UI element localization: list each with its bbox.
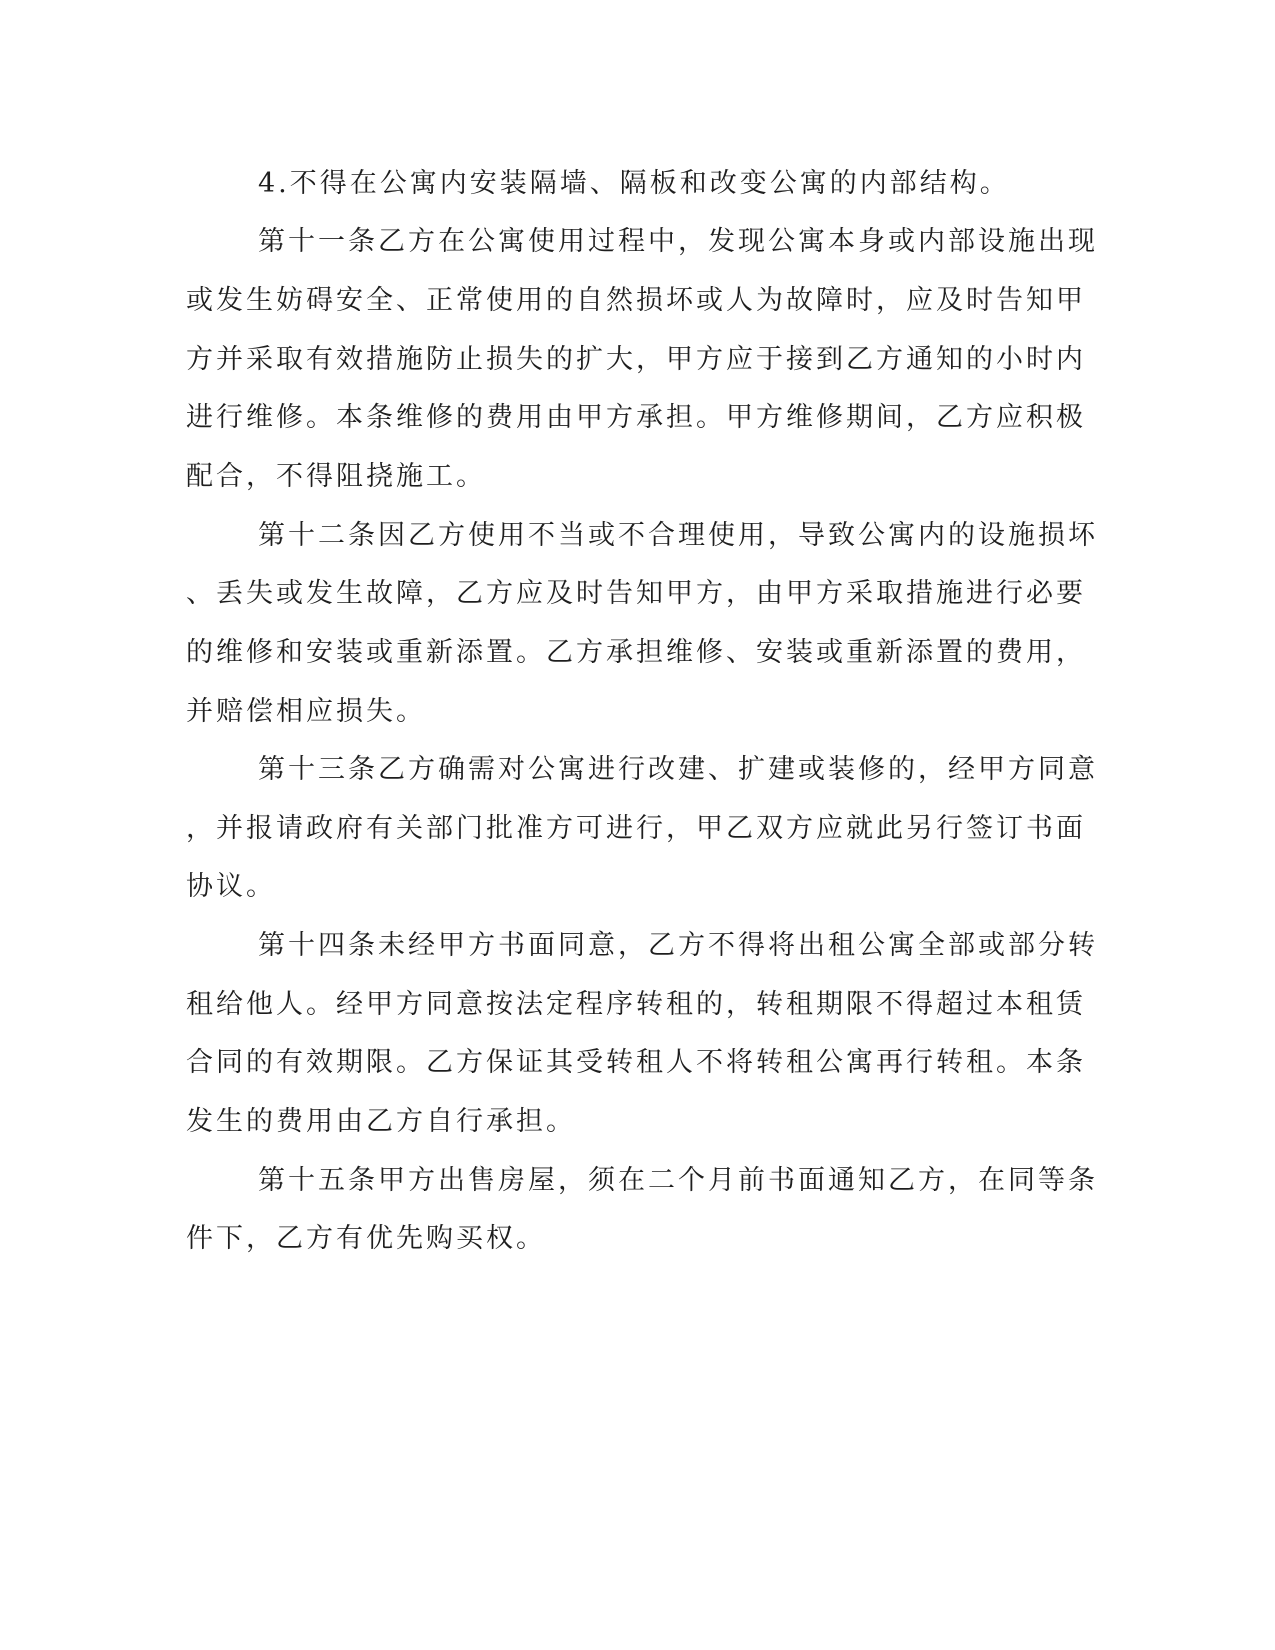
text-line: 第十二条因乙方使用不当或不合理使用，导致公寓内的设施损坏 bbox=[258, 520, 1098, 551]
text-line: 租给他人。经甲方同意按法定程序转租的，转租期限不得超过本租赁 bbox=[186, 989, 1086, 1020]
text-line: 配合，不得阻挠施工。 bbox=[186, 461, 486, 492]
text-line: 合同的有效期限。乙方保证其受转租人不将转租公寓再行转租。本条 bbox=[186, 1047, 1086, 1078]
text-line: 并赔偿相应损失。 bbox=[186, 696, 426, 727]
text-line: 第十五条甲方出售房屋，须在二个月前书面通知乙方，在同等条 bbox=[258, 1165, 1098, 1196]
text-line: 第十四条未经甲方书面同意，乙方不得将出租公寓全部或部分转 bbox=[258, 930, 1098, 961]
text-line: 或发生妨碍安全、正常使用的自然损坏或人为故障时，应及时告知甲 bbox=[186, 285, 1086, 316]
text-line: 的维修和安装或重新添置。乙方承担维修、安装或重新添置的费用， bbox=[186, 637, 1086, 668]
text-line: 第十三条乙方确需对公寓进行改建、扩建或装修的，经甲方同意 bbox=[258, 754, 1098, 785]
text-line: 、丢失或发生故障，乙方应及时告知甲方，由甲方采取措施进行必要 bbox=[186, 578, 1086, 609]
text-line: 4.不得在公寓内安装隔墙、隔板和改变公寓的内部结构。 bbox=[258, 168, 1010, 199]
text-line: 件下，乙方有优先购买权。 bbox=[186, 1223, 546, 1254]
text-line: 协议。 bbox=[186, 871, 276, 902]
text-line: 方并采取有效措施防止损失的扩大，甲方应于接到乙方通知的小时内 bbox=[186, 344, 1086, 375]
text-line: 发生的费用由乙方自行承担。 bbox=[186, 1106, 576, 1137]
text-line: 进行维修。本条维修的费用由甲方承担。甲方维修期间，乙方应积极 bbox=[186, 402, 1086, 433]
text-line: 第十一条乙方在公寓使用过程中，发现公寓本身或内部设施出现 bbox=[258, 226, 1098, 257]
text-line: ，并报请政府有关部门批准方可进行，甲乙双方应就此另行签订书面 bbox=[186, 813, 1086, 844]
